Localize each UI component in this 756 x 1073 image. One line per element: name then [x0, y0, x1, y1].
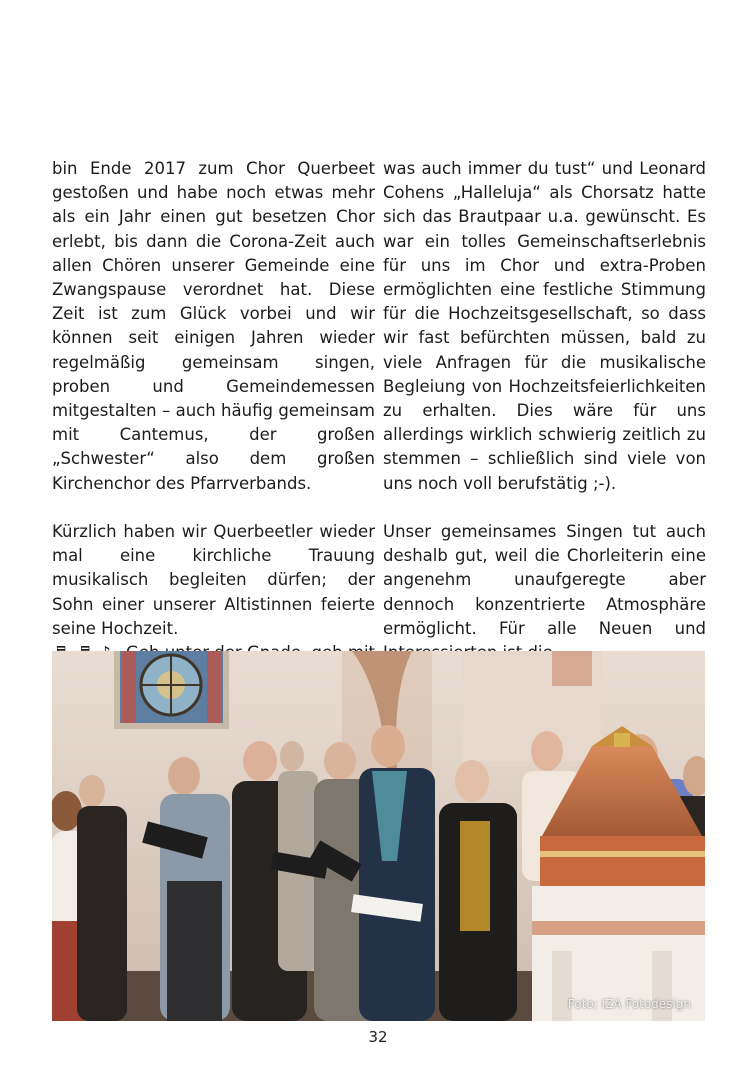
page-number: 32	[368, 1028, 388, 1046]
paragraph: bin Ende 2017 zum Chor Querbeet gestoßen und habe noch etwas mehr als ein Jahr einen gut besetzen Chor erlebt, bis dann die Corona-Zeit auch allen Chören unserer Gemeinde eine Zwangspause verordnet hat. Diese Zeit ist zum Glück vorbei und wir können seit einigen Jahren wieder regelmäßig gemeinsam singen, proben und Gemeindemessen mitgestalten – auch häufig gemeinsam mit Cantemus, der großen „Schwester“ also dem großen Kirchenchor des Pfarrverbands.	[52, 159, 375, 493]
choir-photo-illustration	[52, 651, 705, 1021]
paragraph: was auch immer du tust“ und Leonard Cohens „Halleluja“ als Chorsatz hatte sich das Brautpaar u.a. gewünscht. Es war ein tolles Gemeinschaftserlebnis für uns im Chor und extra-Proben ermöglichten eine festliche Stimmung für die Hochzeitsgesellschaft, so dass wir fast befürchten müssen, bald zu viele Anfragen für die musikalische Begleiung von Hochzeitsfeierlichkeiten zu erhalten. Dies wäre für uns allerdings wirklich schwierig zeitlich zu stemmen – schließlich sind viele von uns noch voll berufstätig ;-).	[383, 159, 706, 493]
text-column-right	[383, 157, 706, 665]
photo-credit: Foto: IZA Fotodesign	[567, 997, 691, 1011]
paragraph: Unser gemeinsames Singen tut auch deshalb gut, weil die Chorleiterin eine angenehm unaufgeregte aber dennoch konzentrierte Atmosphäre ermöglicht. Für alle Neuen und	[383, 522, 706, 638]
choir-photo	[52, 651, 705, 1021]
paragraph-text: Kürzlich haben wir Querbeetler wieder mal eine kirchliche Trauung musikalisch begleiten dürfen; der Sohn einer unserer Altistinnen feierte seine Hochzeit.	[52, 522, 375, 638]
text-column-left	[52, 157, 375, 689]
